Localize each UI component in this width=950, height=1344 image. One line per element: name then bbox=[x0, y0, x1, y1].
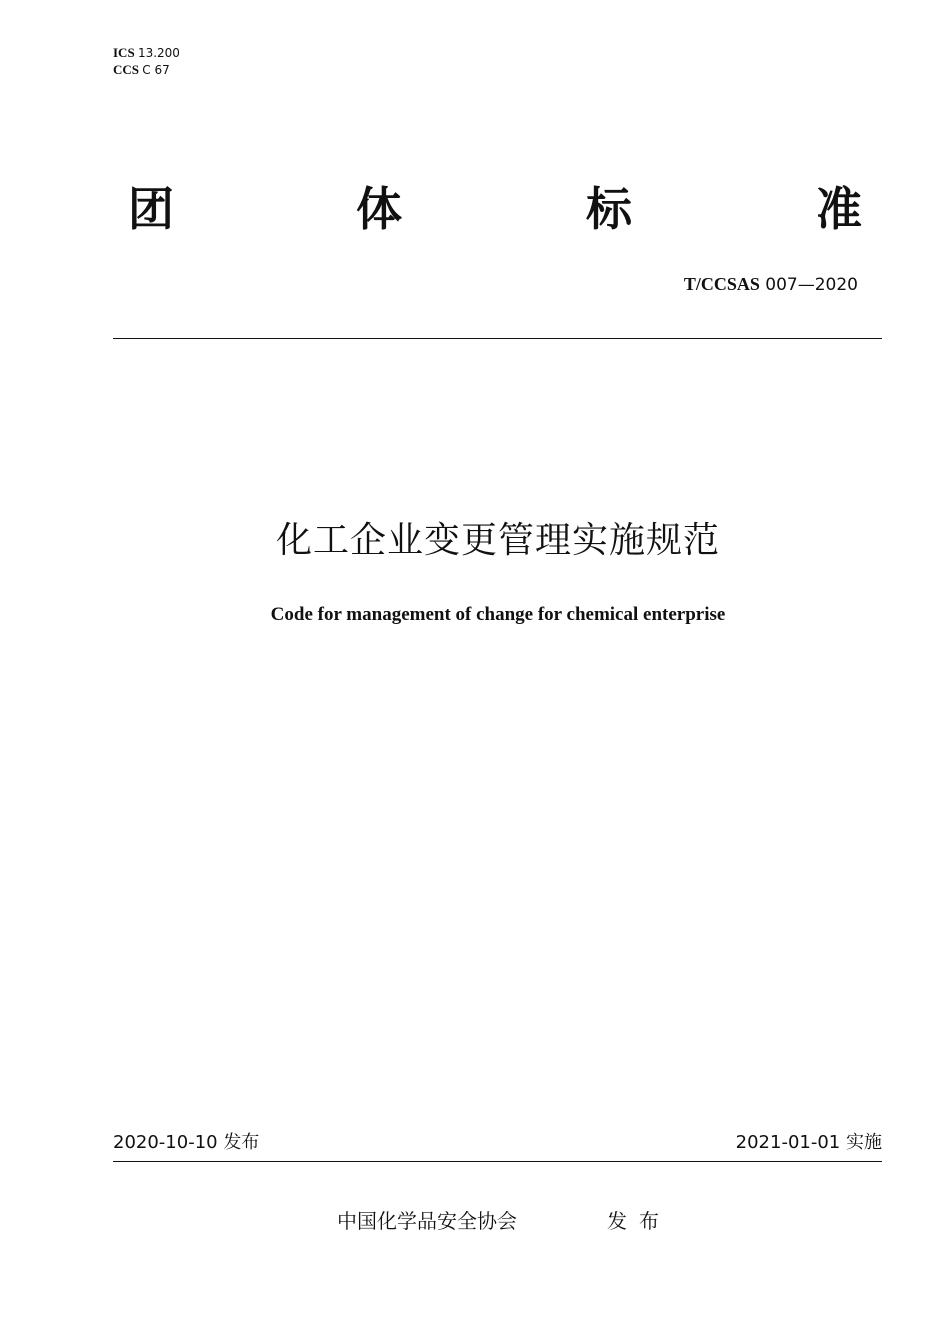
publisher-name: 中国化学品安全协会 bbox=[337, 1209, 517, 1233]
ics-code bbox=[113, 45, 180, 61]
header-char-4: 准 bbox=[816, 182, 862, 236]
standard-prefix: T/CCSAS bbox=[683, 274, 760, 294]
header-char-2: 体 bbox=[356, 182, 402, 236]
title-english: Code for management of change for chemical enterprise bbox=[270, 604, 726, 625]
ccs-code bbox=[113, 62, 170, 78]
standard-number bbox=[684, 273, 858, 296]
ccs-label: CCS bbox=[113, 62, 140, 77]
ics-value: 13.200 bbox=[137, 46, 180, 60]
header-char-1: 团 bbox=[128, 182, 174, 236]
implement-date: 2021-01-01 实施 bbox=[735, 1132, 882, 1153]
standard-code: 007—2020 bbox=[765, 275, 858, 295]
bottom-divider bbox=[113, 1161, 882, 1162]
issue-date: 2020-10-10 发布 bbox=[113, 1132, 260, 1153]
title-chinese: 化工企业变更管理实施规范 bbox=[275, 520, 720, 561]
top-divider bbox=[113, 338, 882, 339]
publish-label: 发布 bbox=[607, 1209, 671, 1233]
ics-label: ICS bbox=[113, 45, 135, 60]
ccs-value: C 67 bbox=[142, 63, 170, 77]
header-char-3: 标 bbox=[586, 182, 632, 236]
